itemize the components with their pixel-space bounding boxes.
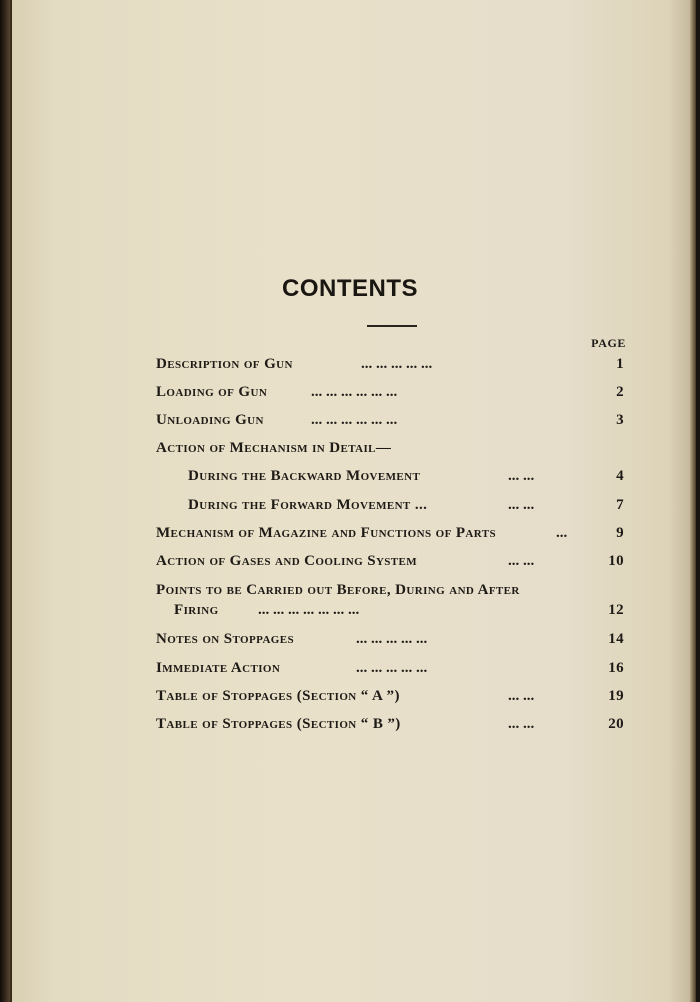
toc-entry-page: 1 [616, 356, 624, 372]
toc-subentry[interactable] [188, 497, 624, 519]
toc-entry[interactable] [156, 525, 624, 547]
toc-entry-page: 4 [616, 468, 624, 484]
toc-leader-dots: ... [556, 525, 568, 541]
toc-entry-label: Table of Stoppages (Section “ B ”) [156, 716, 401, 732]
toc-entry[interactable] [156, 582, 624, 604]
toc-entry[interactable] [156, 356, 624, 378]
toc-entry[interactable] [156, 553, 624, 575]
toc-entry[interactable] [156, 660, 624, 682]
toc-entry-label: Loading of Gun [156, 384, 268, 400]
toc-entry-page: 10 [608, 553, 624, 569]
toc-entry-label: During the Forward Movement ... [188, 497, 428, 513]
toc-leader-dots: ... ... ... ... ... [356, 660, 428, 676]
toc-leader-dots: ... ... ... ... ... ... [311, 412, 398, 428]
toc-entry-page: 12 [608, 602, 624, 618]
toc-entry-label: Notes on Stoppages [156, 631, 294, 647]
toc-entry-page: 3 [616, 412, 624, 428]
toc-leader-dots: ... ... ... ... ... ... [311, 384, 398, 400]
toc-entry-page: 16 [608, 660, 624, 676]
toc-entry-page: 2 [616, 384, 624, 400]
page-edge [690, 0, 696, 1002]
toc-entry-label: Description of Gun [156, 356, 293, 372]
toc-entry-page: 19 [608, 688, 624, 704]
toc-leader-dots: ... ... ... ... ... [356, 631, 428, 647]
toc-leader-dots: ... ... ... ... ... [361, 356, 433, 372]
toc-entry[interactable] [156, 688, 624, 710]
toc-entry-label: Firing [174, 602, 219, 618]
toc-entry-label: Table of Stoppages (Section “ A ”) [156, 688, 400, 704]
toc-leader-dots: ... ... [508, 688, 535, 704]
toc-subentry[interactable] [188, 468, 624, 490]
toc-entry-label: Mechanism of Magazine and Functions of Parts [156, 525, 496, 541]
toc-entry-label: During the Backward Movement [188, 468, 421, 484]
toc-entry-label: Action of Mechanism in Detail— [156, 440, 392, 456]
toc-entry-label: Action of Gases and Cooling System [156, 553, 418, 569]
toc-leader-dots: ... ... [508, 553, 535, 569]
toc-entry-page: 9 [616, 525, 624, 541]
toc-entry[interactable] [156, 412, 624, 434]
toc-entry-page: 20 [608, 716, 624, 732]
toc-entry[interactable] [156, 384, 624, 406]
toc-entry-page: 14 [608, 631, 624, 647]
toc-leader-dots: ... ... ... ... ... ... ... [258, 602, 360, 618]
toc-leader-dots: ... ... [508, 497, 535, 513]
title-rule [367, 325, 417, 327]
toc-leader-dots: ... ... [508, 468, 535, 484]
toc-entry-label: Immediate Action [156, 660, 281, 676]
toc-entry-page: 7 [616, 497, 624, 513]
page-title: CONTENTS [282, 275, 418, 302]
toc-entry[interactable] [156, 440, 624, 462]
book-spine [0, 0, 10, 1002]
toc-entry-continued[interactable] [174, 602, 624, 624]
toc-entry-label: Points to be Carried out Before, During and After [156, 582, 520, 598]
toc-entry[interactable] [156, 631, 624, 653]
page-column-heading: PAGE [591, 336, 626, 350]
toc-leader-dots: ... ... [508, 716, 535, 732]
toc-entry-label: Unloading Gun [156, 412, 264, 428]
toc-entry[interactable] [156, 716, 624, 738]
